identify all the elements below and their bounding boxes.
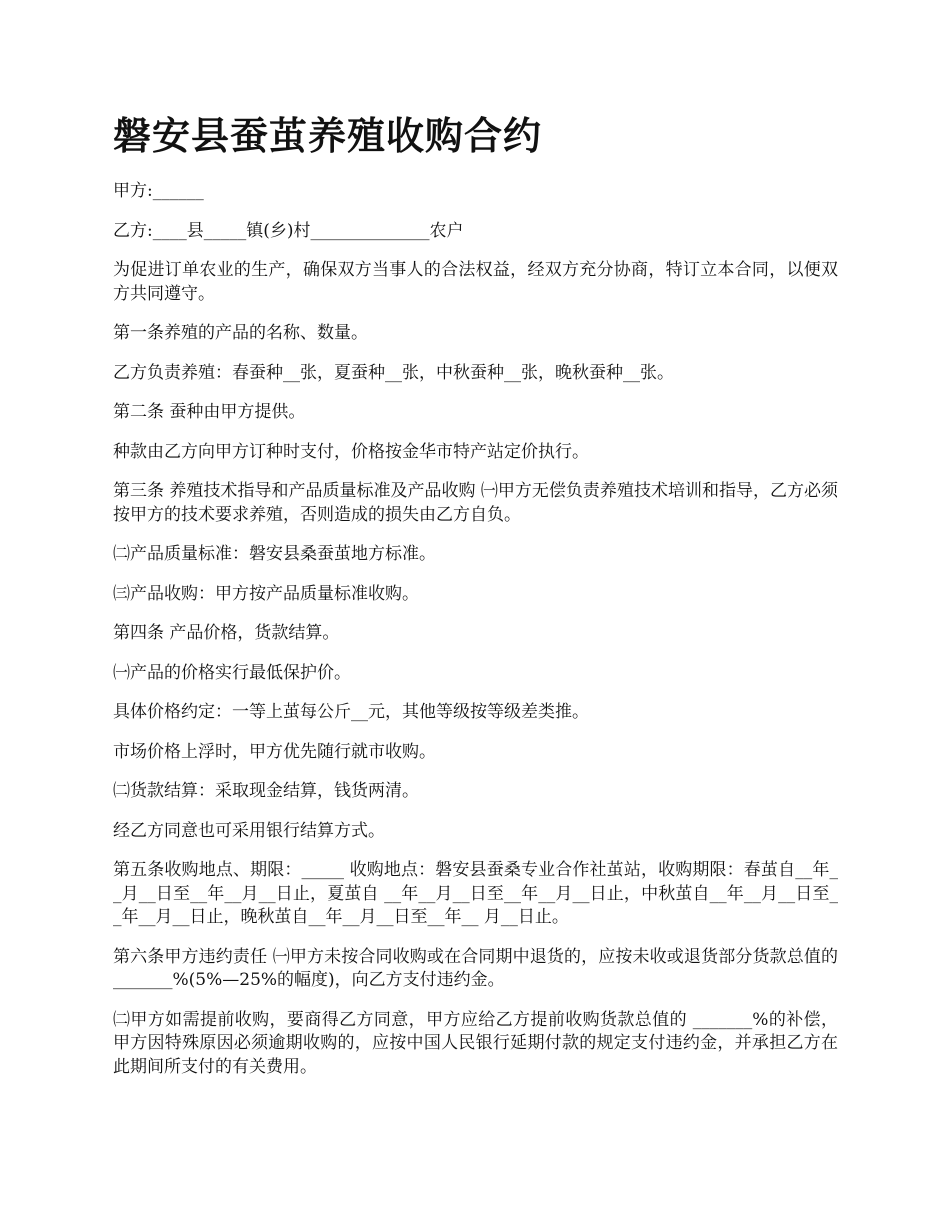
preamble-paragraph: 为促进订单农业的生产，确保双方当事人的合法权益，经双方充分协商，特订立本合同，以便双方共同遵守。 [113, 260, 838, 304]
bank-settlement-paragraph: 经乙方同意也可采用银行结算方式。 [113, 820, 385, 841]
article-2-content: 种款由乙方向甲方订种时支付，价格按金华市特产站定价执行。 [113, 441, 589, 462]
article-6-clause-2: ㈡甲方如需提前收购，要商得乙方同意，甲方应给乙方提前收购货款总值的 _______%的补偿，甲方因特殊原因必须逾期收购的，应按中国人民银行延期付款的规定支付违约金，并承担乙方在此期间所支付的有关费用。 [113, 1009, 838, 1077]
article-3-clause-2: ㈡产品质量标准：磐安县桑蚕茧地方标准。 [113, 544, 436, 564]
document-body [113, 180, 838, 1095]
article-4-clause-2: ㈡货款结算：采取现金结算，钱货两清。 [113, 781, 419, 801]
article-1-heading: 第一条养殖的产品的名称、数量。 [113, 323, 368, 343]
article-5-paragraph: 第五条收购地点、期限：_____ 收购地点：磐安县蚕桑专业合作社茧站，收购期限：春茧自__年__月__日至__年__月__日止，夏茧自 __年__月__日至__年__月__日止，中秋茧自__年__月__日至__年__月__日止，晚秋茧自__年__月__日至__年__ 月__日止。 [113, 860, 838, 927]
article-6-paragraph: 第六条甲方违约责任 ㈠甲方未按合同收购或在合同期中退货的，应按未收或退货部分货款总值的_______%(5%—25%的幅度)，向乙方支付违约金。 [113, 946, 838, 990]
document-title: 磐安县蚕茧养殖收购合约 [113, 113, 543, 158]
article-1-content: 乙方负责养殖：春蚕种__张，夏蚕种__张，中秋蚕种__张，晚秋蚕种__张。 [113, 362, 674, 383]
party-a-line: 甲方:______ [113, 181, 204, 201]
article-3-paragraph: 第三条 养殖技术指导和产品质量标准及产品收购 ㈠甲方无偿负责养殖技术培训和指导，乙方必须按甲方的技术要求养殖，否则造成的损失由乙方自负。 [113, 481, 838, 525]
article-4-clause-1: ㈠产品的价格实行最低保护价。 [113, 662, 351, 683]
article-3-clause-3: ㈢产品收购：甲方按产品质量标准收购。 [113, 583, 419, 604]
party-b-line: 乙方:____县_____镇(乡)村______________农户 [113, 220, 464, 241]
article-4-heading: 第四条 产品价格，货款结算。 [113, 623, 340, 643]
market-price-paragraph: 市场价格上浮时，甲方优先随行就市收购。 [113, 741, 436, 762]
price-agreement-paragraph: 具体价格约定：一等上茧每公斤__元，其他等级按等级差类推。 [113, 702, 589, 722]
article-2-heading: 第二条 蚕种由甲方提供。 [113, 402, 306, 422]
